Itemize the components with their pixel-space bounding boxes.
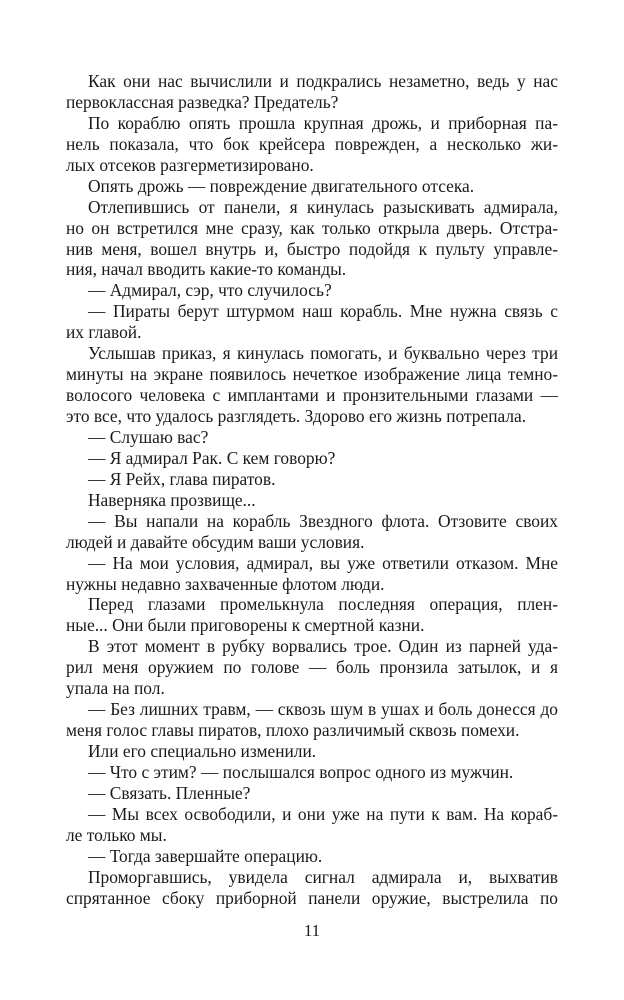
text-line: это все, что удалось разглядеть. Здорово его жизнь потрепала. — [66, 406, 527, 426]
paragraph-first-line: — Без лишних травм, — сквозь шум в ушах и боль донесся до — [88, 699, 558, 720]
text-line: упала на пол. — [66, 678, 165, 699]
text-line: лых отсеков разгерметизировано. — [66, 154, 314, 175]
text-line: волосого человека с имплантами и пронзительными глазами — — [66, 385, 558, 406]
paragraph-first-line: По кораблю опять прошла крупная дрожь, и приборная па- — [88, 112, 558, 133]
paragraph-first-line: — Слушаю вас? — [88, 426, 209, 447]
text-line: минуты на экране появилось нечеткое изображение лица темно- — [66, 364, 558, 385]
text-line: их главой. — [66, 322, 142, 343]
body-text — [66, 71, 558, 909]
paragraph-first-line: — Пираты берут штурмом наш корабль. Мне нужна связь с — [88, 301, 558, 322]
paragraph-first-line: Или его специально изменили. — [88, 741, 317, 761]
text-line: людей и давайте обсудим ваши условия. — [66, 531, 365, 552]
paragraph-first-line: — Я адмирал Рак. С кем говорю? — [88, 447, 336, 468]
text-line: рил меня оружием по голове — боль пронзила затылок, и я — [66, 657, 558, 678]
page-number: 11 — [303, 921, 321, 940]
paragraph-first-line: — Тогда завершайте операцию. — [88, 845, 323, 866]
paragraph-first-line: Услышав приказ, я кинулась помогать, и буквально через три — [88, 343, 558, 364]
text-line: первоклассная разведка? Предатель? — [66, 91, 339, 112]
paragraph-first-line: — Что с этим? — послышался вопрос одного из мужчин. — [88, 761, 514, 782]
paragraph-first-line: Опять дрожь — повреждение двигательного отсека. — [88, 175, 475, 196]
paragraph-first-line: Наверняка прозвище... — [88, 489, 256, 510]
text-line: ные... Они были приговорены к смертной казни. — [66, 615, 425, 636]
paragraph-first-line: Проморгавшись, увидела сигнал адмирала и, выхватив — [88, 866, 558, 887]
paragraph-first-line: Перед глазами промелькнула последняя операция, плен- — [88, 594, 558, 615]
paragraph-first-line: — Вы напали на корабль Звездного флота. Отзовите своих — [88, 510, 558, 531]
paragraph-first-line: Как они нас вычислили и подкрались незаметно, ведь у нас — [88, 71, 558, 91]
text-line: нужны недавно захваченные флотом люди. — [66, 573, 385, 594]
text-line: но он встретился мне сразу, как только открыла дверь. Отстра- — [66, 217, 558, 238]
paragraph-first-line: — Мы всех освободили, и они уже на пути к вам. На кораб- — [88, 803, 558, 824]
text-line: нель показала, что бок крейсера поврежден, а несколько жи- — [66, 133, 558, 154]
paragraph-first-line: — Адмирал, сэр, что случилось? — [88, 280, 332, 301]
paragraph-first-line: Отлепившись от панели, я кинулась разыскивать адмирала, — [88, 196, 558, 217]
paragraph-first-line: В этот момент в рубку ворвались трое. Один из парней уда- — [88, 636, 558, 657]
text-line: нив меня, вошел внутрь и, быстро подойдя к пульту управле- — [66, 238, 558, 259]
text-line: меня голос главы пиратов, плохо различимый сквозь помехи. — [66, 720, 520, 741]
paragraph-first-line: — Связать. Пленные? — [88, 782, 251, 803]
text-line: ле только мы. — [66, 824, 167, 845]
paragraph-first-line: — Я Рейх, глава пиратов. — [88, 468, 276, 489]
paragraph-first-line: — На мои условия, адмирал, вы уже ответили отказом. Мне — [88, 552, 558, 573]
text-line: спрятанное сбоку приборной панели оружие, выстрелила по — [66, 887, 558, 908]
text-line: ния, начал вводить какие-то команды. — [66, 259, 347, 280]
